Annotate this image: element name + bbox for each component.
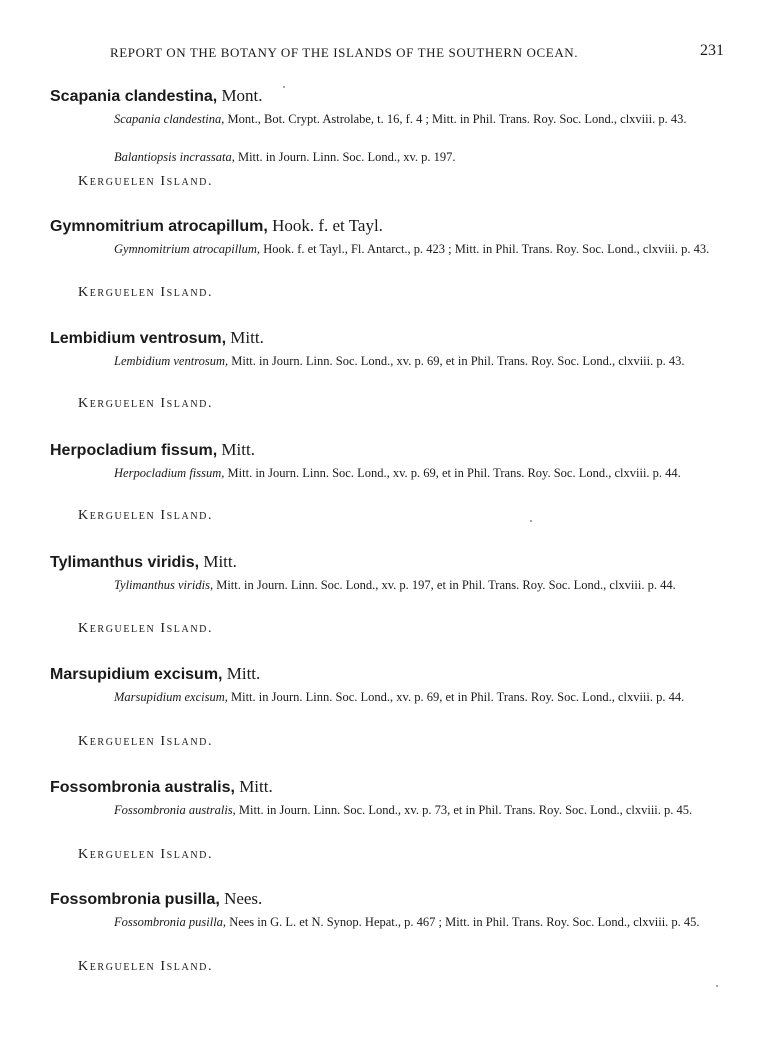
species-heading (50, 328, 264, 348)
print-speck (716, 985, 718, 987)
citation (114, 576, 752, 595)
species-name: Herpocladium fissum, (50, 442, 218, 459)
species-name: Tylimanthus viridis, (50, 554, 200, 571)
species-author: Mitt. (226, 664, 261, 683)
species-name: Marsupidium excisum, (50, 666, 223, 683)
citation-taxon: Balantiopsis incrassata, (114, 150, 235, 164)
locality: Kerguelen Island. (78, 508, 214, 523)
page-number: 231 (700, 42, 724, 59)
species-author: Mitt. (203, 552, 237, 571)
citation (114, 688, 752, 707)
locality: Kerguelen Island. (78, 621, 214, 636)
locality: Kerguelen Island. (78, 734, 214, 749)
species-author: Mont. (221, 86, 263, 105)
citation-taxon: Lembidium ventrosum, (114, 354, 229, 368)
print-speck (283, 86, 285, 88)
species-author: Mitt. (230, 328, 264, 347)
species-heading (50, 216, 383, 236)
citation-taxon: Scapania clandestina, (114, 112, 225, 126)
citation-text: Mitt. in Journ. Linn. Soc. Lond., xv. p. 69, et in Phil. Trans. Roy. Soc. Lond., clxviii. p. 44. (227, 466, 681, 480)
species-author: Hook. f. et Tayl. (272, 216, 383, 235)
citation-taxon: Tylimanthus viridis, (114, 578, 214, 592)
citation-text: Mitt. in Journ. Linn. Soc. Lond., xv. p. 197, et in Phil. Trans. Roy. Soc. Lond., clxviii. p. 44. (216, 578, 676, 592)
citation-text: Hook. f. et Tayl., Fl. Antarct., p. 423 ; Mitt. in Phil. Trans. Roy. Soc. Lond., clxviii. p. 43. (263, 242, 710, 256)
species-name: Fossombronia australis, (50, 779, 235, 796)
print-speck (530, 520, 532, 522)
citation (114, 913, 752, 932)
citation-taxon: Herpocladium fissum, (114, 466, 225, 480)
species-author: Mitt. (221, 440, 255, 459)
species-author: Nees. (224, 889, 263, 908)
citation-text: Mitt. in Journ. Linn. Soc. Lond., xv. p. 69, et in Phil. Trans. Roy. Soc. Lond., clxviii. p. 44. (231, 690, 685, 704)
locality: Kerguelen Island. (78, 285, 214, 300)
species-author: Mitt. (239, 777, 273, 796)
locality: Kerguelen Island. (78, 959, 214, 974)
citation (114, 801, 752, 820)
species-heading (50, 86, 263, 106)
citation (114, 110, 752, 129)
species-heading (50, 777, 273, 797)
species-name: Fossombronia pusilla, (50, 891, 220, 908)
locality: Kerguelen Island. (78, 396, 214, 411)
species-heading (50, 664, 260, 684)
citation-taxon: Fossombronia australis, (114, 803, 236, 817)
citation-taxon: Gymnomitrium atrocapillum, (114, 242, 261, 256)
citation-text: Mont., Bot. Crypt. Astrolabe, t. 16, f. 4 ; Mitt. in Phil. Trans. Roy. Soc. Lond., clxviii. p. 43. (227, 112, 687, 126)
citation (114, 352, 752, 371)
locality: Kerguelen Island. (78, 174, 214, 189)
citation-taxon: Marsupidium excisum, (114, 690, 228, 704)
species-name: Gymnomitrium atrocapillum, (50, 218, 268, 235)
species-name: Lembidium ventrosum, (50, 330, 227, 347)
citation-text: Mitt. in Journ. Linn. Soc. Lond., xv. p. 69, et in Phil. Trans. Roy. Soc. Lond., clxviii. p. 43. (231, 354, 685, 368)
species-heading (50, 440, 255, 460)
species-heading (50, 552, 237, 572)
citation-text: Mitt. in Journ. Linn. Soc. Lond., xv. p. 197. (237, 150, 456, 164)
citation (114, 148, 752, 167)
species-name: Scapania clandestina, (50, 88, 218, 105)
running-head: REPORT ON THE BOTANY OF THE ISLANDS OF THE SOUTHERN OCEAN. (110, 45, 579, 60)
citation-text: Mitt. in Journ. Linn. Soc. Lond., xv. p. 73, et in Phil. Trans. Roy. Soc. Lond., clxviii. p. 45. (238, 803, 693, 817)
locality: Kerguelen Island. (78, 847, 214, 862)
citation-text: Nees in G. L. et N. Synop. Hepat., p. 467 ; Mitt. in Phil. Trans. Roy. Soc. Lond., clxviii. p. 45. (229, 915, 700, 929)
citation (114, 464, 752, 483)
citation-taxon: Fossombronia pusilla, (114, 915, 227, 929)
citation (114, 240, 752, 259)
species-heading (50, 889, 262, 909)
